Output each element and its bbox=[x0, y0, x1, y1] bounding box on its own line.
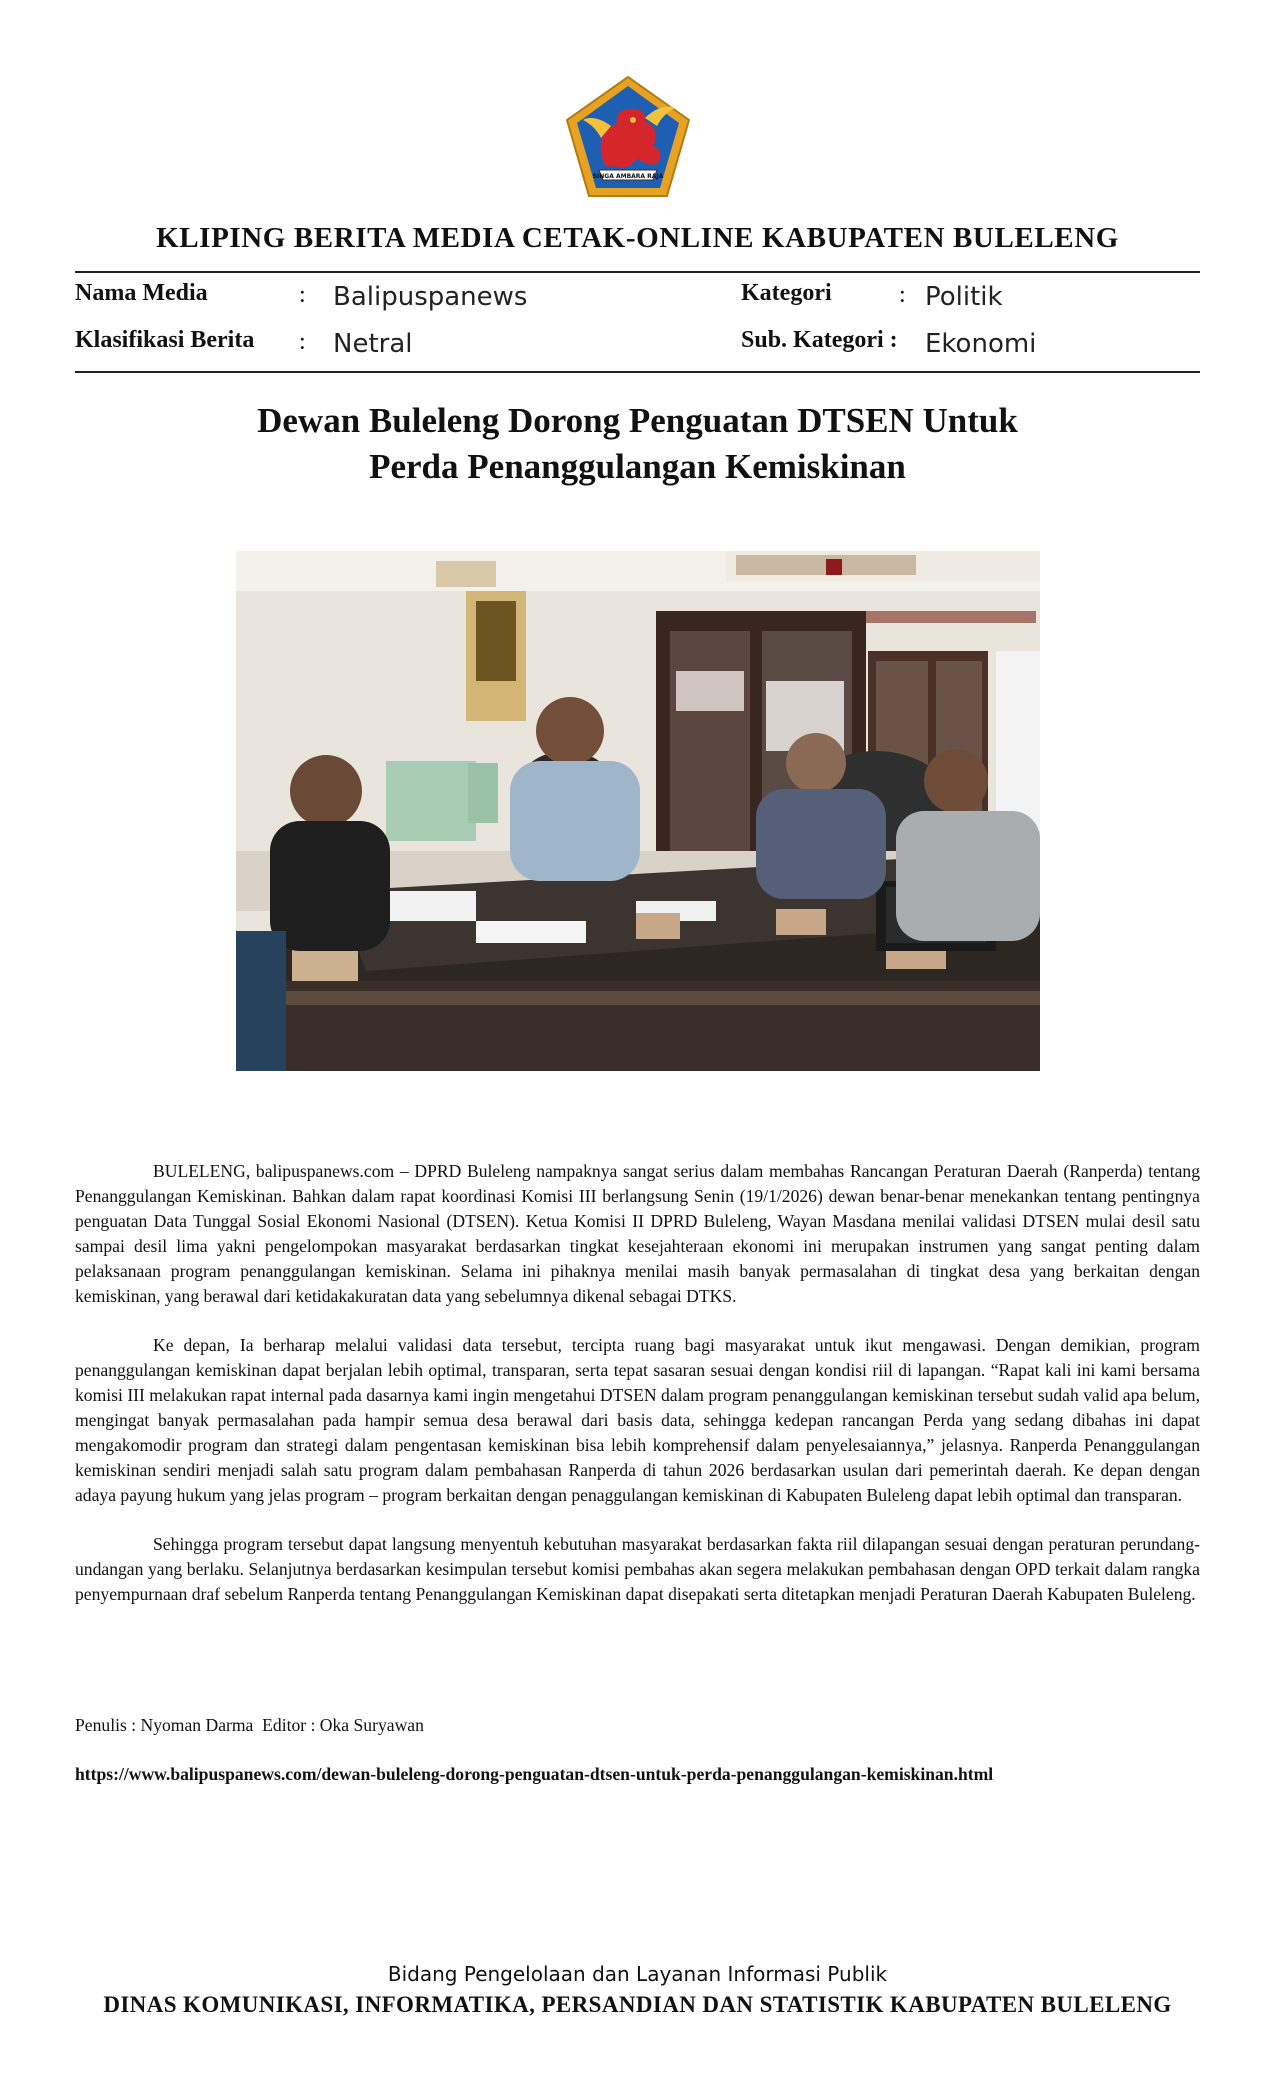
article-source-url: https://www.balipuspanews.com/dewan-buleleng-dorong-penguatan-dtsen-untuk-perda-penanggulangan-kemiskinan.html bbox=[75, 1764, 994, 1784]
header-rule-bottom bbox=[75, 371, 1200, 373]
nama-media-colon: : bbox=[299, 282, 306, 308]
klasifikasi-label: Klasifikasi Berita bbox=[75, 327, 255, 353]
article-credits: Penulis : Nyoman Darma Editor : Oka Suryawan bbox=[75, 1715, 424, 1735]
nama-media-value: Balipuspanews bbox=[333, 282, 528, 312]
article-headline bbox=[0, 398, 1275, 490]
article-photo bbox=[236, 551, 1040, 1071]
article-paragraph-1: BULELENG, balipuspanews.com – DPRD Buleleng nampaknya sangat serius dalam membahas Rancangan Peraturan Daerah (Ranperda) tentang Penanggulangan Kemiskinan. Bahkan dalam rapat koordinasi Komisi III berlangsung Senin (19/1/2026) dewan benar-benar menekankan tentang pentingnya penguatan Data Tunggal Sosial Ekonomi Nasional (DTSEN). Ketua Komisi II DPRD Buleleng, Wayan Masdana menilai validasi DTSEN mulai desil satu sampai desil lima yakni pengelompokan masyarakat berdasarkan tingkat kesejahteraan ekonomi ini merupakan instrumen yang sangat penting dalam pelaksanaan program penanggulangan kemiskinan. Selama ini pihaknya menilai masih banyak permasalahan di tingkat desa yang berkaitan dengan kemiskinan, yang berawal dari ketidakakuratan data yang sebelumnya dikenal sebagai DTKS. bbox=[75, 1161, 1200, 1306]
sub-kategori-label: Sub. Kategori : bbox=[741, 327, 898, 353]
kategori-value: Politik bbox=[925, 282, 1003, 312]
headline-line-2: Perda Penanggulangan Kemiskinan bbox=[369, 447, 906, 486]
kategori-label: Kategori bbox=[741, 280, 832, 306]
emblem-motto: SINGA AMBARA RAJA bbox=[592, 173, 664, 180]
kategori-colon: : bbox=[899, 282, 906, 308]
klasifikasi-value: Netral bbox=[333, 329, 413, 359]
klasifikasi-colon: : bbox=[299, 329, 306, 355]
sub-kategori-value: Ekonomi bbox=[925, 329, 1037, 359]
footer-division: Bidang Pengelolaan dan Layanan Informasi Publik bbox=[387, 1962, 888, 1986]
regency-emblem-icon bbox=[563, 74, 693, 200]
article-paragraph-2: Ke depan, Ia berharap melalui validasi data tersebut, tercipta ruang bagi masyarakat untuk ikut mengawasi. Dengan demikian, program penanggulangan kemiskinan dapat berjalan lebih optimal, transparan, serta tepat sasaran sesuai dengan kondisi riil di lapangan. “Rapat kali ini kami bersama komisi III melakukan rapat internal pada dasarnya kami ingin mengetahui DTSEN dalam program penanggulangan kemiskinan tersebut sudah valid apa belum, mengingat banyak permasalahan pada hampir semua desa berawal dari basis data, sehingga kedepan rancangan Perda yang sedang dibahas ini dapat mengakomodir program dan strategi dalam pengentasan kemiskinan bisa lebih komprehensif dalam penyelesaiannya,” jelasnya. Ranperda Penanggulangan kemiskinan sendiri menjadi salah satu program dalam pembahasan Ranperda di tahun 2026 berdasarkan usulan dari pemerintah daerah. Ke depan dengan adaya payung hukum yang jelas program – program berkaitan dengan penaggulangan kemiskinan di Kabupaten Buleleng dapat lebih optimal dan transparan. bbox=[75, 1335, 1200, 1505]
header-rule-top bbox=[75, 271, 1200, 273]
clipping-title: KLIPING BERITA MEDIA CETAK-ONLINE KABUPATEN BULELENG bbox=[156, 222, 1119, 254]
footer-agency: DINAS KOMUNIKASI, INFORMATIKA, PERSANDIAN DAN STATISTIK KABUPATEN BULELENG bbox=[103, 1992, 1172, 2017]
nama-media-label: Nama Media bbox=[75, 280, 208, 306]
article-body bbox=[75, 1159, 1200, 1631]
headline-line-1: Dewan Buleleng Dorong Penguatan DTSEN Untuk bbox=[257, 401, 1018, 440]
meeting-photo-icon bbox=[236, 551, 1040, 1071]
article-paragraph-3: Sehingga program tersebut dapat langsung menyentuh kebutuhan masyarakat berdasarkan fakta riil dilapangan sesuai dengan peraturan perundang-undangan yang berlaku. Selanjutnya berdasarkan kesimpulan tersebut komisi pembahas akan segera melakukan pembahasan dengan OPD terkait dalam rangka penyempurnaan draf sebelum Ranperda tentang Penanggulangan Kemiskinan dapat disepakati serta ditetapkan menjadi Peraturan Daerah Kabupaten Buleleng. bbox=[75, 1534, 1200, 1604]
